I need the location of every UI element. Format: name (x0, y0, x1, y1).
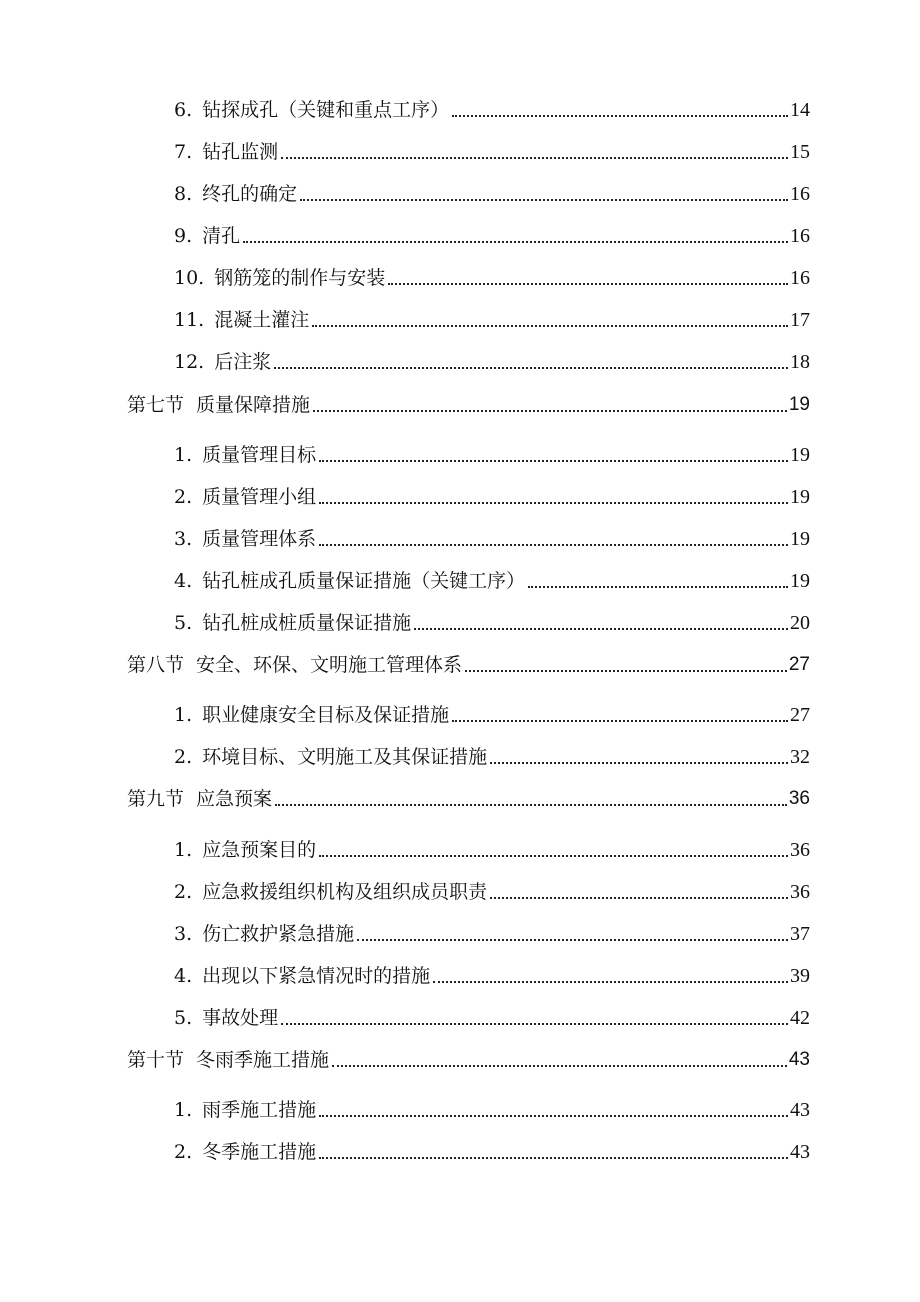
toc-page-number: 19 (788, 394, 810, 415)
toc-entry-label (174, 222, 240, 250)
toc-entry-number: 5. (174, 612, 193, 634)
toc-entry[interactable] (174, 525, 810, 553)
toc-entry[interactable] (174, 743, 810, 771)
toc-entry[interactable] (174, 264, 810, 292)
toc-page-number: 27 (790, 704, 810, 726)
toc-dot-leader (319, 459, 788, 462)
toc-section-entry[interactable] (127, 785, 810, 813)
toc-entry-number: 10. (174, 267, 205, 289)
toc-dot-leader (281, 1022, 788, 1025)
toc-entry[interactable] (174, 567, 810, 595)
toc-dot-leader (452, 114, 788, 117)
toc-entry[interactable] (174, 962, 810, 990)
toc-page-number: 37 (790, 923, 810, 945)
toc-section-entry[interactable] (127, 651, 810, 679)
toc-page-number: 42 (790, 1007, 810, 1029)
toc-entry-number: 1. (174, 1099, 193, 1121)
toc-entry-label (174, 1004, 278, 1032)
toc-section-title: 应急预案 (196, 788, 273, 810)
toc-page-number: 19 (790, 444, 810, 466)
toc-entry-number: 1. (174, 444, 193, 466)
toc-entry-label (127, 391, 310, 419)
toc-page-number: 16 (790, 183, 810, 205)
toc-entry[interactable] (174, 920, 810, 948)
toc-dot-leader (452, 719, 788, 722)
toc-dot-leader (319, 1156, 788, 1159)
toc-entry-label (174, 609, 411, 637)
toc-page-number: 16 (790, 225, 810, 247)
toc-entry-label (174, 1138, 316, 1166)
toc-entry-label (174, 962, 430, 990)
toc-entry-label (174, 180, 297, 208)
toc-dot-leader (490, 761, 788, 764)
toc-entry-title: 环境目标、文明施工及其保证措施 (202, 746, 488, 768)
toc-entry-number: 7. (174, 141, 193, 163)
toc-dot-leader (490, 896, 788, 899)
toc-entry-title: 混凝土灌注 (214, 309, 310, 331)
toc-entry-title: 质量管理体系 (202, 528, 317, 550)
toc-entry-title: 钻孔桩成孔质量保证措施（关键工序） (202, 570, 526, 592)
toc-page-number: 16 (790, 267, 810, 289)
toc-page-number: 19 (790, 570, 810, 592)
toc-entry-label (174, 483, 316, 511)
toc-dot-leader (388, 282, 788, 285)
toc-dot-leader (274, 366, 788, 369)
toc-entry-title: 清孔 (202, 225, 241, 247)
toc-page-number: 27 (788, 654, 810, 675)
toc-entry[interactable] (174, 483, 810, 511)
toc-entry-title: 冬季施工措施 (202, 1141, 317, 1163)
toc-page-number: 32 (790, 746, 810, 768)
toc-page-number: 17 (790, 309, 810, 331)
toc-page-number: 20 (790, 612, 810, 634)
toc-entry-title: 出现以下紧急情况时的措施 (202, 965, 431, 987)
toc-entry-number: 6. (174, 99, 193, 121)
toc-page-number: 19 (790, 486, 810, 508)
toc-dot-leader (319, 501, 788, 504)
toc-entry[interactable] (174, 441, 810, 469)
toc-dot-leader (357, 938, 788, 941)
toc-entry-number: 2. (174, 881, 193, 903)
toc-entry-number: 1. (174, 839, 193, 861)
toc-entry-label (174, 920, 354, 948)
toc-entry[interactable] (174, 1096, 810, 1124)
toc-dot-leader (528, 585, 788, 588)
toc-entry-label (174, 348, 271, 376)
toc-entry-label (127, 651, 462, 679)
toc-entry-title: 后注浆 (214, 351, 272, 373)
toc-dot-leader (275, 803, 787, 806)
toc-dot-leader (300, 198, 788, 201)
toc-entry[interactable] (174, 1138, 810, 1166)
toc-entry[interactable] (174, 180, 810, 208)
toc-entry-label (174, 441, 316, 469)
toc-entry-number: 2. (174, 1141, 193, 1163)
toc-entry-title: 质量管理目标 (202, 444, 317, 466)
toc-section-entry[interactable] (127, 1046, 810, 1074)
toc-entry-title: 钢筋笼的制作与安装 (214, 267, 386, 289)
toc-dot-leader (281, 156, 788, 159)
toc-entry-number: 4. (174, 570, 193, 592)
toc-entry-number: 12. (174, 351, 205, 373)
toc-entry-title: 钻孔监测 (202, 141, 279, 163)
toc-dot-leader (243, 240, 788, 243)
toc-page-number: 19 (790, 528, 810, 550)
toc-entry-label (174, 525, 316, 553)
toc-dot-leader (414, 627, 788, 630)
toc-entry-number: 3. (174, 923, 193, 945)
toc-section-title: 冬雨季施工措施 (196, 1049, 330, 1071)
toc-dot-leader (313, 409, 787, 412)
toc-entry-label (127, 1046, 329, 1074)
toc-entry[interactable] (174, 306, 810, 334)
toc-page-number: 39 (790, 965, 810, 987)
toc-entry-title: 应急预案目的 (202, 839, 317, 861)
toc-page-number: 43 (790, 1141, 810, 1163)
toc-section-number: 第十节 (127, 1049, 185, 1071)
toc-entry-label (174, 701, 449, 729)
toc-entry-number: 2. (174, 486, 193, 508)
toc-entry[interactable] (174, 138, 810, 166)
toc-dot-leader (319, 543, 788, 546)
toc-entry-title: 终孔的确定 (202, 183, 298, 205)
toc-page-number: 36 (788, 788, 810, 809)
toc-entry-title: 钻孔桩成桩质量保证措施 (202, 612, 412, 634)
toc-entry-number: 3. (174, 528, 193, 550)
toc-entry-label (174, 836, 316, 864)
toc-entry-title: 雨季施工措施 (202, 1099, 317, 1121)
toc-section-number: 第七节 (127, 394, 185, 416)
toc-entry-number: 9. (174, 225, 193, 247)
toc-entry-number: 8. (174, 183, 193, 205)
toc-dot-leader (312, 324, 788, 327)
toc-dot-leader (433, 980, 788, 983)
toc-entry-title: 职业健康安全目标及保证措施 (202, 704, 450, 726)
toc-entry-title: 应急救援组织机构及组织成员职责 (202, 881, 488, 903)
toc-entry-label (174, 264, 385, 292)
toc-entry[interactable] (174, 878, 810, 906)
toc-page-number: 18 (790, 351, 810, 373)
toc-page-number: 43 (790, 1099, 810, 1121)
toc-entry-label (174, 306, 309, 334)
toc-dot-leader (319, 854, 788, 857)
toc-page-number: 43 (788, 1049, 810, 1070)
toc-section-number: 第八节 (127, 654, 185, 676)
toc-entry-label (174, 743, 487, 771)
toc-entry[interactable] (174, 836, 810, 864)
toc-page-number: 15 (790, 141, 810, 163)
toc-page-number: 14 (790, 99, 810, 121)
toc-entry[interactable] (174, 1004, 810, 1032)
toc-entry[interactable] (174, 609, 810, 637)
toc-entry-title: 事故处理 (202, 1007, 279, 1029)
toc-page-number: 36 (790, 881, 810, 903)
toc-entry-label (174, 567, 525, 595)
toc-entry[interactable] (174, 96, 810, 124)
toc-entry-number: 2. (174, 746, 193, 768)
toc-entry-title: 钻探成孔（关键和重点工序） (202, 99, 450, 121)
toc-entry-label (127, 785, 272, 813)
toc-section-title: 安全、环保、文明施工管理体系 (196, 654, 463, 676)
toc-entry[interactable] (174, 348, 810, 376)
toc-entry-number: 11. (174, 309, 205, 331)
toc-entry[interactable] (174, 701, 810, 729)
toc-entry-title: 质量管理小组 (202, 486, 317, 508)
toc-dot-leader (319, 1114, 788, 1117)
toc-dot-leader (465, 669, 787, 672)
toc-entry-title: 伤亡救护紧急措施 (202, 923, 355, 945)
toc-entry-label (174, 96, 449, 124)
toc-entry-number: 5. (174, 1007, 193, 1029)
toc-entry-label (174, 138, 278, 166)
toc-section-title: 质量保障措施 (196, 394, 311, 416)
toc-entry-number: 1. (174, 704, 193, 726)
toc-section-entry[interactable] (127, 391, 810, 419)
toc-entry-number: 4. (174, 965, 193, 987)
toc-dot-leader (332, 1064, 787, 1067)
toc-entry[interactable] (174, 222, 810, 250)
toc-section-number: 第九节 (127, 788, 185, 810)
toc-entry-label (174, 1096, 316, 1124)
toc-entry-label (174, 878, 487, 906)
toc-page-number: 36 (790, 839, 810, 861)
